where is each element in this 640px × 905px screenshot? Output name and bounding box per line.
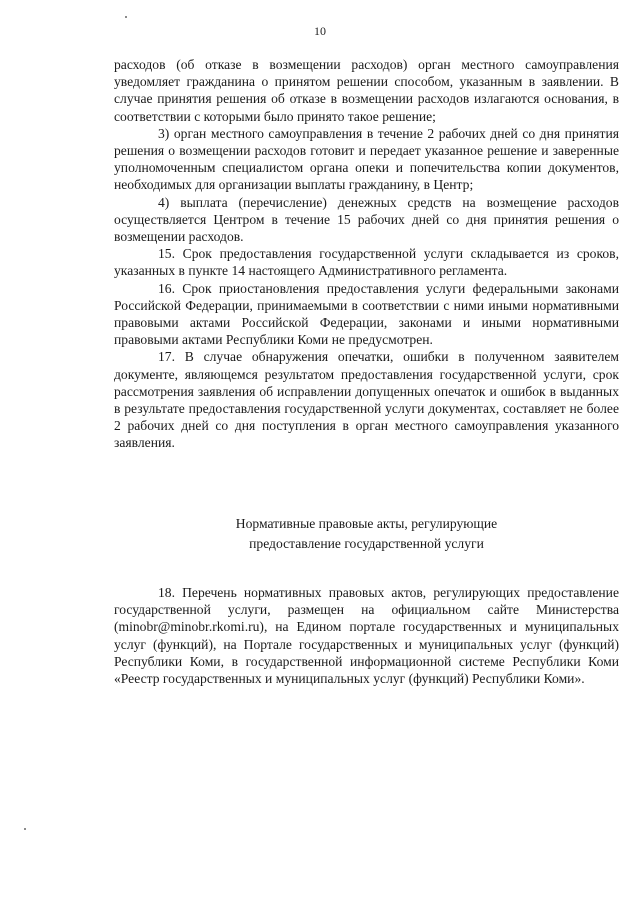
paragraph-15: 15. Срок предоставления государственной услуги складывается из сроков, указанных в пункте 14 настоящего Административного регламента. — [114, 246, 619, 279]
paragraph-item-4: 4) выплата (перечисление) денежных средств на возмещение расходов осуществляется Центром в течение 15 рабочих дней со дня принятия решения о возмещении расходов. — [114, 194, 619, 245]
body-text-upper — [114, 56, 619, 452]
section-heading-line-2: предоставление государственной услуги — [249, 536, 484, 551]
scan-speck — [24, 828, 26, 830]
section-heading — [114, 514, 619, 554]
page-number: 10 — [314, 24, 326, 38]
section-heading-line-1: Нормативные правовые акты, регулирующие — [235, 516, 498, 531]
body-text-lower — [114, 584, 619, 687]
paragraph-item-3: 3) орган местного самоуправления в течение 2 рабочих дней со дня принятия решения о возмещении расходов готовит и передает указанное решение и заверенные уполномоченным специалистом органа опеки и попечительства копии документов, необходимых для организации выплаты гражданину, в Центр; — [114, 125, 619, 193]
paragraph-18: 18. Перечень нормативных правовых актов, регулирующих предоставление государственной услуги, размещен на официальном сайте Министерства (minobr@minobr.rkomi.ru), на Едином портале государственных и муниципальных услуг (функций), на Портале государственных и муниципальных услуг (функций) Республики Коми, в государственной информационной системе Республики Коми «Реестр государственных и муниципальных услуг (функций) Республики Коми». — [114, 585, 619, 687]
paragraph-17: 17. В случае обнаружения опечатки, ошибки в полученном заявителем документе, являющемся результатом предоставления государственной услуги, срок рассмотрения заявления об исправлении допущенных опечаток и ошибок в выданных в результате предоставления государственной услуги документах, составляет не более 2 рабочих дней со дня поступления в орган местного самоуправления указанного заявления. — [114, 349, 619, 451]
paragraph-continuation: расходов (об отказе в возмещении расходов) орган местного самоуправления уведомляет гражданина о принятом решении способом, указанным в заявлении. В случае принятия решения об отказе в возмещении расходов излагаются основания, в соответствии с которыми было принято такое решение; — [114, 57, 619, 124]
paragraph-16: 16. Срок приостановления предоставления услуги федеральными законами Российской Федерации, принимаемыми в соответствии с ними иными нормативными правовыми актами Российской Федерации, законами и иными нормативными правовыми актами Республики Коми не предусмотрен. — [114, 280, 619, 348]
scan-speck — [125, 16, 127, 18]
